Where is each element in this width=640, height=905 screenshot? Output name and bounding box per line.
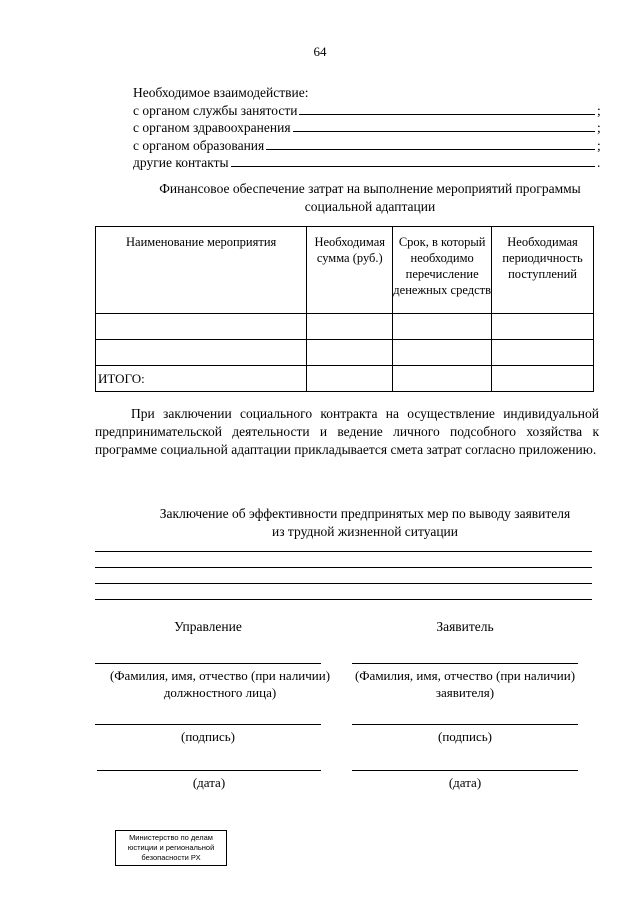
signature-caption-office: (подпись): [181, 729, 235, 744]
stamp-line: юстиции и региональной: [127, 843, 215, 852]
caption-line: (Фамилия, имя, отчество (при наличии): [109, 668, 331, 683]
interaction-row-health: [133, 119, 603, 137]
interaction-label: с органом образования: [133, 137, 265, 153]
table-cell[interactable]: [96, 314, 307, 340]
interaction-row-education: [133, 137, 603, 155]
table-cell[interactable]: [307, 366, 393, 392]
header-required-sum: Необходимая сумма (руб.): [307, 227, 393, 314]
name-line-office[interactable]: [95, 663, 321, 664]
interaction-row-other: [133, 154, 603, 172]
row-punct: ;: [597, 102, 601, 118]
stamp-line: Министерство по делам: [129, 833, 213, 842]
date-line-applicant[interactable]: [352, 770, 578, 771]
page-number: 64: [313, 44, 327, 59]
conclusion-line[interactable]: [95, 583, 592, 584]
finance-table: [95, 226, 594, 392]
signature-caption-applicant: (подпись): [438, 729, 492, 744]
table-cell[interactable]: [393, 340, 492, 366]
row-punct: ;: [597, 137, 601, 153]
name-caption-applicant: [340, 667, 590, 701]
date-caption-office: (дата): [192, 775, 226, 790]
fill-line[interactable]: [231, 154, 595, 167]
header-activity-name: Наименование мероприятия: [96, 227, 307, 314]
date-line-office[interactable]: [97, 770, 321, 771]
interaction-label: другие контакты: [133, 155, 229, 170]
finance-title: [140, 180, 600, 216]
conclusion-line[interactable]: [95, 567, 592, 568]
caption-line: (Фамилия, имя, отчество (при наличии): [354, 668, 576, 683]
table-total-row: [96, 366, 594, 392]
table-cell[interactable]: [307, 314, 393, 340]
interaction-block: [133, 84, 603, 172]
signature-heading-office: Управление: [174, 619, 242, 634]
interaction-label: с органом здравоохранения: [133, 120, 291, 135]
conclusion-line[interactable]: [95, 551, 592, 552]
row-punct: ;: [597, 120, 601, 135]
interaction-label: с органом службы занятости: [133, 102, 298, 118]
finance-title-line1: Финансовое обеспечение затрат на выполнение мероприятий программы: [159, 181, 581, 196]
interaction-row-employment: [133, 102, 603, 120]
fill-line[interactable]: [299, 102, 595, 115]
header-periodicity: Необходимая периодичность поступлений: [492, 227, 594, 314]
table-cell[interactable]: [492, 366, 594, 392]
table-cell[interactable]: [96, 340, 307, 366]
signature-heading-applicant: Заявитель: [436, 619, 494, 634]
ministry-stamp: [115, 830, 227, 866]
caption-line: заявителя): [435, 685, 495, 700]
table-cell[interactable]: [393, 314, 492, 340]
conclusion-title-line2: из трудной жизненной ситуации: [272, 524, 458, 539]
signature-line-office[interactable]: [95, 724, 321, 725]
row-punct: .: [597, 155, 601, 170]
table-row: [96, 340, 594, 366]
table-row: [96, 314, 594, 340]
fill-line[interactable]: [266, 137, 595, 150]
name-caption-office: [95, 667, 345, 701]
conclusion-title-line1: Заключение об эффективности предпринятых мер по выводу заявителя: [159, 506, 571, 521]
attachment-paragraph: При заключении социального контракта на осуществление индивидуальной предпринимательской деятельности и ведение личного подсобного хозяйства к программе социальной адаптации прикладывается смета затрат согласно приложению.: [95, 406, 599, 457]
table-cell[interactable]: [492, 314, 594, 340]
table-cell[interactable]: [393, 366, 492, 392]
fill-line[interactable]: [293, 119, 595, 132]
date-caption-applicant: (дата): [448, 775, 482, 790]
total-label: ИТОГО:: [96, 366, 307, 392]
signature-line-applicant[interactable]: [352, 724, 578, 725]
table-cell[interactable]: [492, 340, 594, 366]
finance-title-line2: социальной адаптации: [304, 199, 436, 214]
table-cell[interactable]: [307, 340, 393, 366]
caption-line: должностного лица): [163, 685, 277, 700]
name-line-applicant[interactable]: [352, 663, 578, 664]
conclusion-line[interactable]: [95, 599, 592, 600]
conclusion-title: [140, 505, 590, 541]
interaction-heading: Необходимое взаимодействие:: [133, 85, 309, 100]
header-transfer-deadline: Срок, в который необходимо перечисление денежных средств: [393, 227, 492, 314]
stamp-line: безопасности РХ: [141, 853, 201, 862]
finance-table-header: [96, 227, 594, 314]
